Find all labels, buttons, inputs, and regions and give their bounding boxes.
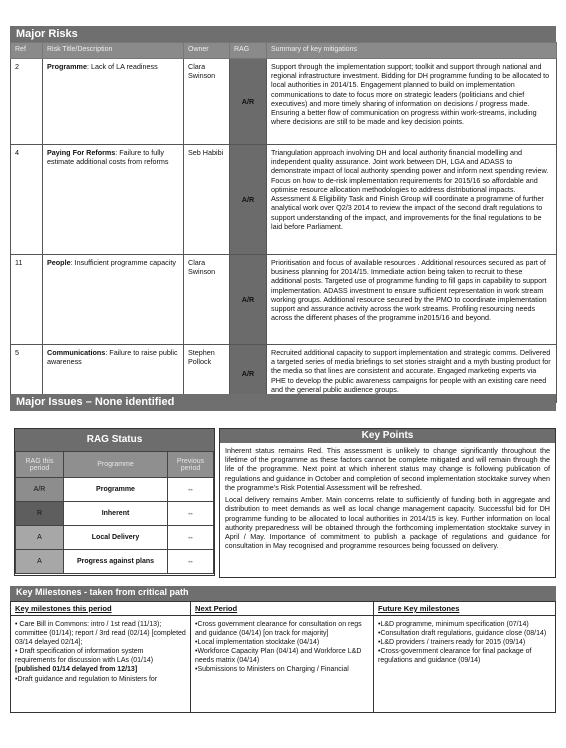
key-points-para: Inherent status remains Red. This assessment is unlikely to change significantly throughout the lifetime of the programme as these factors cannot be complete mitigated and will remain through the life of the programme. Next point at which inherent status may change is following publication of regulations and guidance in October and completion of second implementation stocktake survey when the programme’s Risk Potential Assessment will be refreshed. — [225, 446, 550, 492]
rag-col-programme: Programme — [64, 452, 168, 478]
milestones-future-heading: Future Key milestones — [378, 604, 460, 613]
milestones-panel — [10, 601, 556, 713]
list-item: •Consultation draft regulations, guidance close (08/14) — [378, 630, 547, 638]
risks-header-row — [11, 43, 557, 59]
risk-mitigation: Triangulation approach involving DH and local authority financial modelling and independent quality assurance. Joint work between DH, LGA and ADASS to demonstrate impact of local authority spending power and inform next spending review. Focus on how to de-risk implementation requirements for 2015/16 so affordable and optimise resource allocation methodologies to address distributional impacts. Assessment & Eligibility Task and Finish Group will coordinate a programme of further analytical work over Q2/3 2014 to review the impact of the second draft regulations to support understanding of the impact, and improvements for the final regulations to be laid before Parliament. — [267, 145, 557, 255]
table-row — [11, 59, 557, 145]
list-item: •Submissions to Ministers on Charging / Financial — [195, 666, 349, 674]
list-item: • Care Bill in Commons: intro / 1st read (11/13); committee (01/14); report / 3rd read (02/14) [completed 03/14 delayed 02/14]; — [15, 621, 186, 647]
key-points-para: Local delivery remains Amber. Main concerns relate to sufficiently of funding both in aggregate and distribution to meet demands as well as local change management capacity. Successful bid for DH programme funding to be allocated to local authorities in 2014/15 is key. Further information on local authority preparedness will be obtained through the forthcoming implementation stocktake survey in April / May. Importance of commitment to publish a package of regulations and guidance for consultation in May recognised and programme resources being focussed on delivery. — [225, 495, 550, 551]
rag-value: A — [16, 550, 64, 574]
rag-label: Programme — [64, 478, 168, 502]
risk-rag: A/R — [230, 345, 267, 403]
trend-arrow-icon: ↔ — [168, 526, 214, 550]
rag-status-table — [15, 451, 214, 574]
rag-value: R — [16, 502, 64, 526]
col-ref: Ref — [11, 43, 43, 59]
key-points-body — [220, 443, 555, 553]
milestones-this-heading: Key milestones this period — [15, 604, 112, 613]
key-points-panel — [219, 428, 556, 578]
milestones-next-heading: Next Period — [195, 604, 238, 613]
list-item: •L&D providers / trainers ready for 2015 (09/14) — [378, 639, 526, 647]
rag-row — [16, 550, 214, 574]
col-title: Risk Title/Description — [43, 43, 184, 59]
major-risks-table — [10, 42, 557, 403]
risk-title: Programme: Lack of LA readiness — [43, 59, 184, 145]
major-risks-header — [10, 26, 556, 42]
rag-value: A/R — [16, 478, 64, 502]
list-item: [published 01/14 delayed from 12/13] — [15, 666, 138, 674]
list-item: •Cross government clearance for consultation on regs and guidance (04/14) [on track for majority] — [195, 621, 362, 638]
risk-title: Paying For Reforms: Failure to fully estimate additional costs from reforms — [43, 145, 184, 255]
risk-ref: 5 — [11, 345, 43, 403]
rag-row — [16, 478, 214, 502]
risk-owner: Stephen Pollock — [184, 345, 230, 403]
rag-status-panel — [14, 428, 215, 576]
trend-arrow-icon: ↔ — [168, 550, 214, 574]
risk-owner: Clara Swinson — [184, 255, 230, 345]
rag-row — [16, 526, 214, 550]
list-item: •Draft guidance and regulation to Ministers for — [15, 675, 158, 683]
risk-mitigation: Prioritisation and focus of available resources . Additional resources secured as part of business planning for 2014/15. Immediate action being taken to recruit to these additional posts. Targeted use of programme funding to fill gaps in capability to support implementation. ADASS investment to ensure sufficient representation in work stream working groups. Additional resource secured by the PMO to coordinate implementation support and assurance activity across the work streams. Profiling resourcing needs across the different phases of the programme in2015/16 and beyond. — [267, 255, 557, 345]
milestones-this-period — [11, 602, 191, 713]
risk-title: Communications: Failure to raise public awareness — [43, 345, 184, 403]
risk-mitigation: Support through the implementation support; toolkit and support through national and regional infrastructure investment. Bidding for DH programme funding to be allocated to local authorities in 2014/15. Engagement planned to build on implementation communications to date to focus more on strategic leaders (politicians and chief executives) and more timely sharing of information on decisions / progress made. Ensuring a better flow of communication on progress within work-streams, including where decisions are still to be made and key decision points. — [267, 59, 557, 145]
milestones-future-list — [374, 615, 555, 668]
rag-header-row — [16, 452, 214, 478]
risk-owner: Clara Swinson — [184, 59, 230, 145]
risk-rag: A/R — [230, 145, 267, 255]
trend-arrow-icon: ↔ — [168, 478, 214, 502]
major-issues-title: Major Issues – None identified — [16, 396, 175, 408]
col-mitigations: Summary of key mitigations — [267, 43, 557, 59]
rag-col-previous: Previous period — [168, 452, 214, 478]
list-item: •L&D programme, minimum specification (07/14) — [378, 621, 529, 628]
major-risks-title: Major Risks — [16, 28, 78, 40]
rag-label: Local Delivery — [64, 526, 168, 550]
col-owner: Owner — [184, 43, 230, 59]
rag-status-title: RAG Status — [15, 429, 214, 451]
table-row — [11, 255, 557, 345]
rag-value: A — [16, 526, 64, 550]
list-item: •Workforce Capacity Plan (04/14) and Workforce L&D needs matrix (04/14) — [195, 648, 362, 665]
major-issues-header — [10, 394, 556, 411]
milestones-title: Key Milestones - taken from critical path — [16, 587, 189, 597]
rag-col-this: RAG this period — [16, 452, 64, 478]
risk-ref: 4 — [11, 145, 43, 255]
milestones-future — [374, 602, 555, 713]
milestones-this-list — [11, 615, 190, 687]
trend-arrow-icon: ↔ — [168, 502, 214, 526]
risk-rag: A/R — [230, 255, 267, 345]
risk-ref: 11 — [11, 255, 43, 345]
milestones-next-list — [191, 615, 373, 678]
list-item: •Cross-government clearance for final package of regulations and guidance (09/14) — [378, 648, 532, 665]
risk-ref: 2 — [11, 59, 43, 145]
milestones-next-period — [191, 602, 374, 713]
list-item: • Draft specification of information system requirements for discussion with LAs (01/14) — [15, 648, 154, 665]
rag-label: Inherent — [64, 502, 168, 526]
risk-owner: Seb Habibi — [184, 145, 230, 255]
risk-mitigation: Recruited additional capacity to support implementation and strategic comms. Delivered a targeted series of media briefings to set stories straight and a myth busting product for the media so that lines are consistent and accurate. Engaged marketing experts via PHE to develop the public awareness campaigns for people with an existing care need and the general public audience groups. — [267, 345, 557, 403]
milestones-header — [10, 586, 556, 601]
rag-row — [16, 502, 214, 526]
key-points-title: Key Points — [220, 429, 555, 443]
col-rag: RAG — [230, 43, 267, 59]
risk-title: People: Insufficient programme capacity — [43, 255, 184, 345]
rag-label: Progress against plans — [64, 550, 168, 574]
risk-rag: A/R — [230, 59, 267, 145]
list-item: •Local implementation stocktake (04/14) — [195, 639, 320, 647]
table-row — [11, 145, 557, 255]
